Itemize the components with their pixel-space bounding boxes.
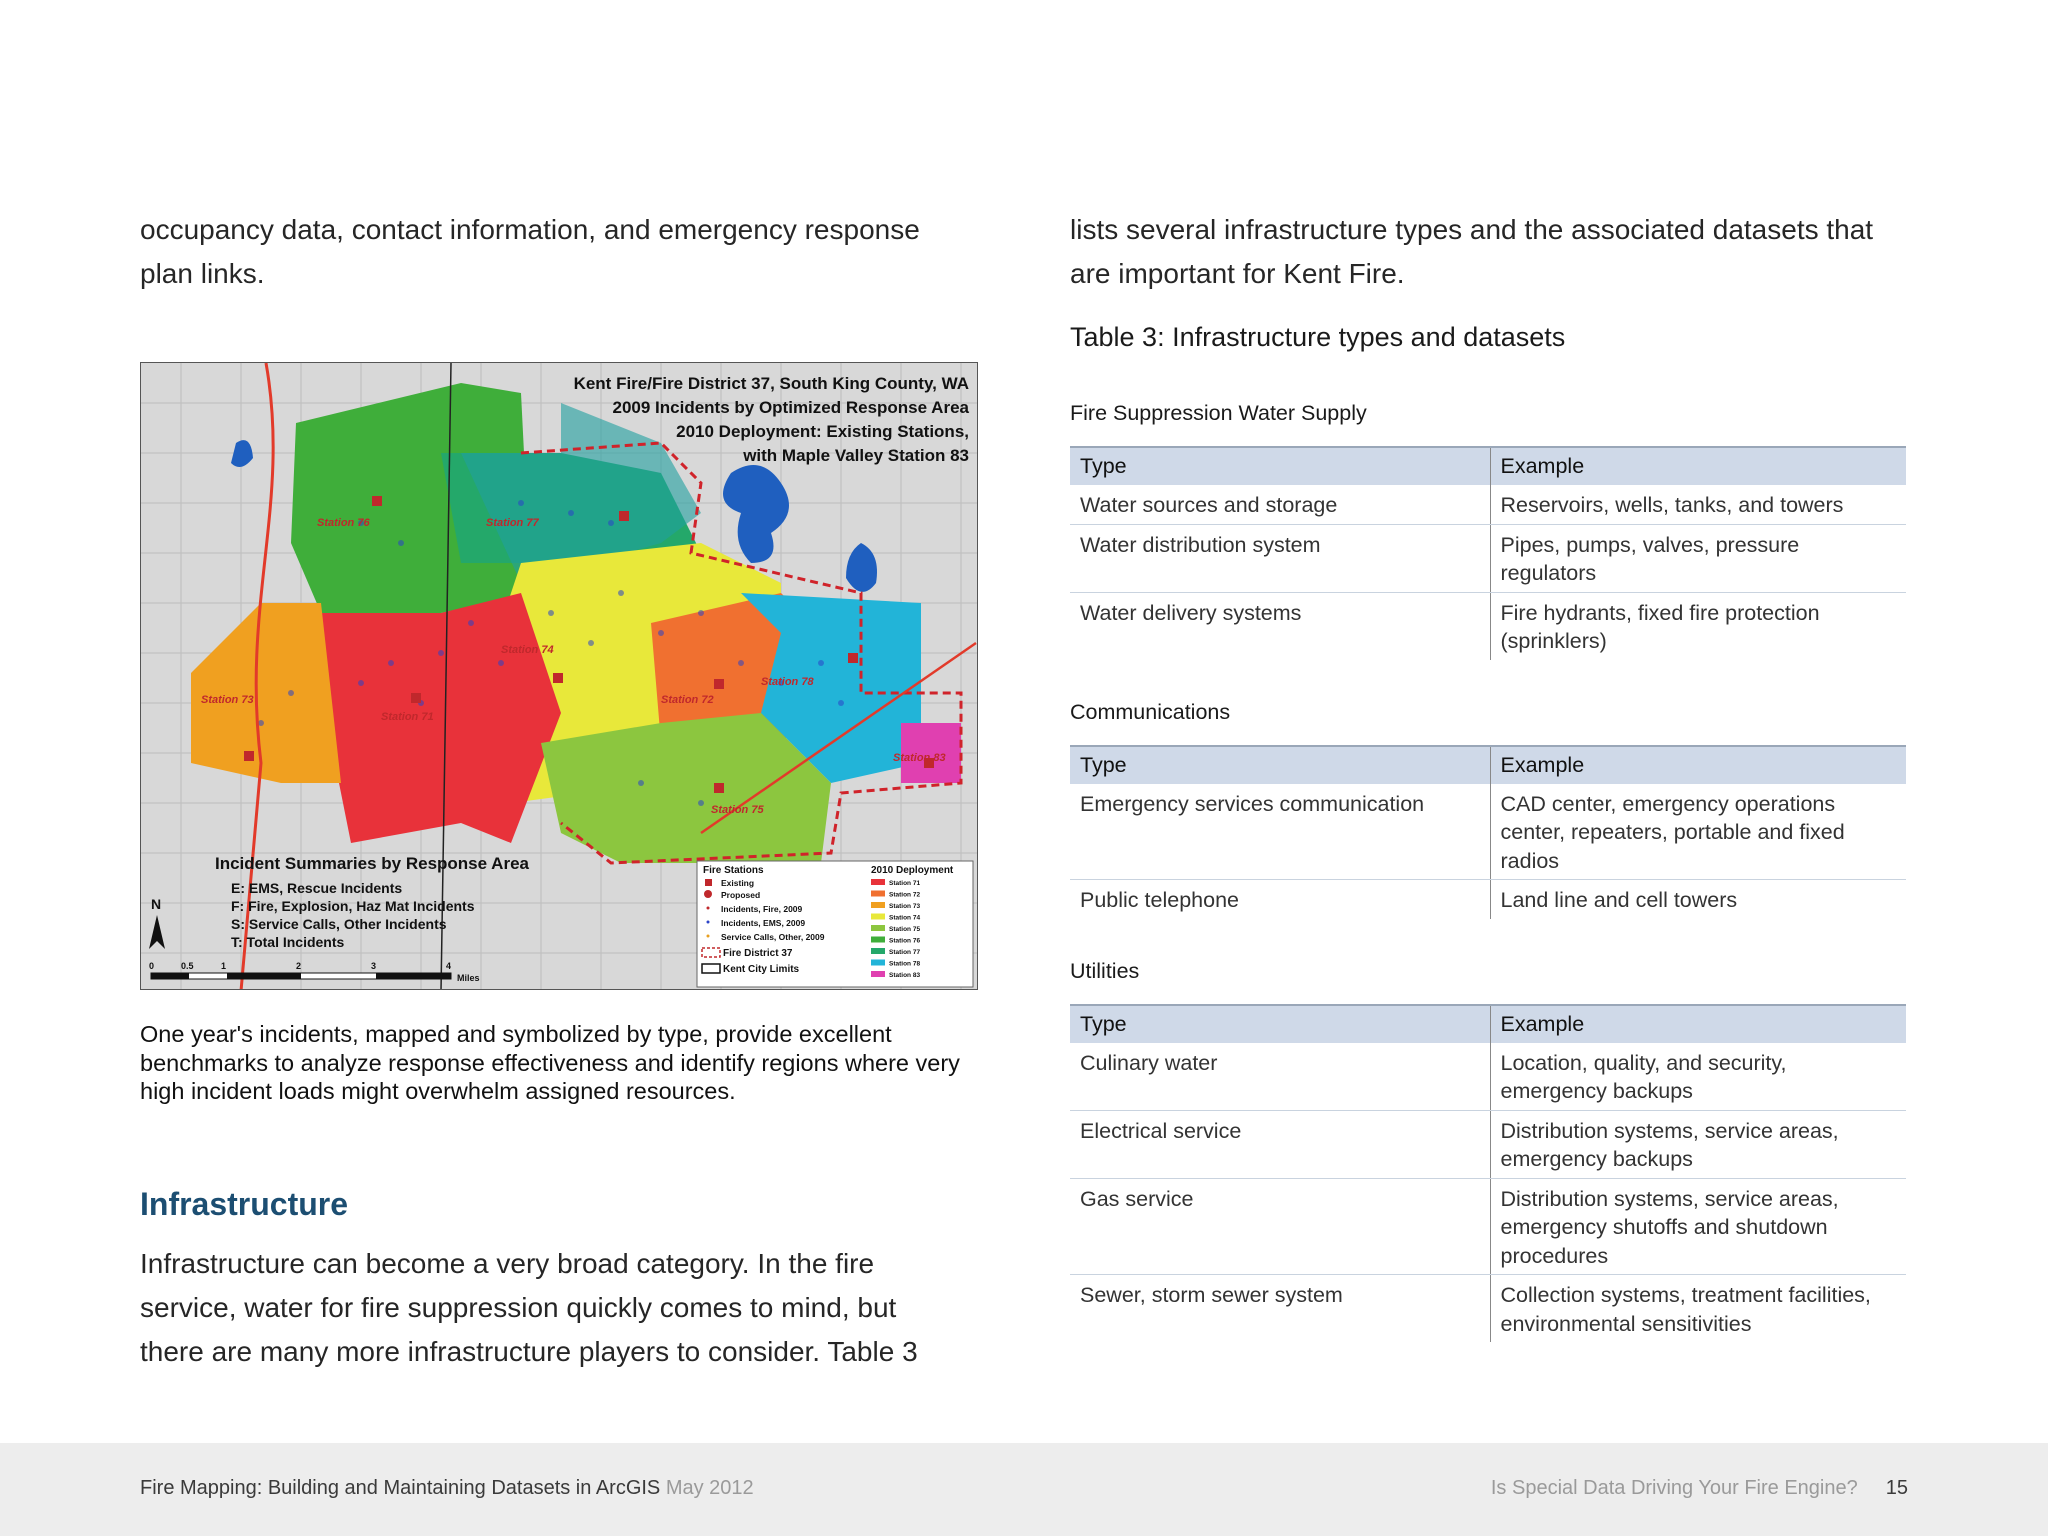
cell-type: Water delivery systems (1070, 592, 1490, 660)
footer-chapter-title: Is Special Data Driving Your Fire Engine? (1490, 1477, 1858, 1499)
svg-text:4: 4 (446, 961, 452, 971)
table-row (1070, 784, 1906, 880)
svg-text:2: 2 (296, 961, 302, 971)
column-header-example: Example (1490, 447, 1906, 485)
deploy-legend-label: Station 76 (889, 937, 921, 945)
station-label: Station 77 (486, 517, 539, 529)
deploy-legend-label: Station 77 (889, 949, 921, 956)
station-label: Station 74 (501, 644, 554, 656)
deploy-legend-swatch (871, 879, 885, 885)
table-row (1070, 1275, 1906, 1343)
map-summary-item: E: EMS, Rescue Incidents (231, 880, 403, 896)
cell-type: Emergency services communication (1070, 784, 1490, 880)
deploy-legend-label: Station 83 (889, 972, 921, 979)
deploy-legend-swatch (871, 902, 885, 908)
deploy-legend-swatch (871, 891, 885, 897)
map-summary-title: Incident Summaries by Response Area (215, 854, 529, 873)
table-row (1070, 524, 1906, 592)
cell-type: Water distribution system (1070, 524, 1490, 592)
station-label: Station 76 (317, 517, 370, 529)
left-column (140, 208, 960, 296)
table-section-title: Communications (1070, 699, 1231, 724)
deploy-legend-swatch (871, 914, 885, 920)
deploy-legend-swatch (871, 937, 885, 943)
svg-text:Fire District 37: Fire District 37 (723, 948, 793, 959)
deploy-legend-swatch (871, 960, 885, 966)
svg-text:Incidents, Fire, 2009: Incidents, Fire, 2009 (721, 904, 803, 914)
cell-example: Distribution systems, service areas, emergency shutoffs and shutdown procedures (1490, 1178, 1906, 1275)
deploy-legend-label: Station 71 (889, 880, 921, 887)
left-intro-text: occupancy data, contact information, and emergency response plan links. (140, 214, 920, 289)
map-summary-item: F: Fire, Explosion, Haz Mat Incidents (231, 898, 475, 914)
svg-text:Fire Stations: Fire Stations (703, 865, 764, 876)
table-row (1070, 1043, 1906, 1111)
svg-text:Kent City Limits: Kent City Limits (723, 964, 800, 975)
infrastructure-table-utilities (1070, 1004, 1906, 1343)
svg-text:Existing: Existing (721, 878, 755, 888)
deploy-legend-swatch (871, 948, 885, 954)
table-row (1070, 485, 1906, 524)
svg-text:0: 0 (149, 961, 155, 971)
table-row (1070, 1178, 1906, 1275)
page-footer (0, 1443, 2048, 1536)
incident-map-figure (140, 362, 978, 990)
deploy-legend-label: Station 75 (889, 926, 921, 933)
cell-type: Culinary water (1070, 1043, 1490, 1111)
deploy-legend-label: Station 73 (889, 903, 921, 910)
svg-text:Service Calls, Other, 2009: Service Calls, Other, 2009 (721, 932, 825, 942)
svg-text:Incidents, EMS, 2009: Incidents, EMS, 2009 (721, 918, 806, 928)
svg-text:Proposed: Proposed (721, 890, 761, 900)
footer-date: May 2012 (665, 1477, 754, 1499)
deploy-legend-swatch (871, 971, 885, 977)
right-column (1070, 208, 1910, 1342)
table-section-title: Fire Suppression Water Supply (1070, 401, 1367, 425)
cell-example: Reservoirs, wells, tanks, and towers (1490, 485, 1906, 524)
table-row (1070, 1110, 1906, 1178)
incident-map (141, 363, 978, 990)
map-caption: One year's incidents, mapped and symbolized by type, provide excellent benchmarks to analyze response effectiveness and identify regions where very high incident loads might overwhelm assigned resources. (140, 1021, 960, 1104)
svg-text:1: 1 (221, 961, 227, 971)
cell-example: Pipes, pumps, valves, pressure regulators (1490, 524, 1906, 592)
column-header-example: Example (1490, 1005, 1906, 1043)
svg-text:2010 Deployment: 2010 Deployment (871, 865, 954, 876)
map-title-line3: 2010 Deployment: Existing Stations, (676, 422, 969, 441)
cell-type: Electrical service (1070, 1110, 1490, 1178)
column-header-type: Type (1070, 746, 1490, 784)
cell-example: Fire hydrants, fixed fire protection (sprinklers) (1500, 600, 1820, 653)
table-title: Table 3: Infrastructure types and datasets (1070, 322, 1566, 352)
map-summary-item: T: Total Incidents (231, 934, 345, 950)
infrastructure-table-communications (1070, 745, 1906, 919)
infrastructure-text: Infrastructure can become a very broad category. In the fire service, water for fire suppression quickly comes to mind, but there are many more infrastructure players to consider. Table 3 (140, 1248, 918, 1367)
infrastructure-table-water (1070, 446, 1906, 660)
cell-example: Land line and cell towers (1500, 888, 1738, 912)
cell-example: CAD center, emergency operations center, repeaters, portable and fixed radios (1490, 784, 1906, 880)
deploy-legend-label: Station 72 (889, 891, 921, 899)
section-heading: Infrastructure (140, 1186, 349, 1222)
map-title-line2: 2009 Incidents by Optimized Response Area (612, 398, 969, 417)
cell-example: Distribution systems, service areas, emergency backups (1490, 1110, 1906, 1178)
page-number: 15 (1885, 1477, 1908, 1499)
station-label: Station 72 (661, 694, 714, 706)
column-header-example: Example (1490, 746, 1906, 784)
station-label: Station 78 (761, 676, 814, 688)
map-legend (697, 861, 973, 987)
station-label: Station 71 (381, 711, 434, 723)
footer-chapter (1491, 1477, 1908, 1500)
column-header-type: Type (1070, 447, 1490, 485)
table-section-title: Utilities (1070, 958, 1140, 983)
cell-example: Location, quality, and security, emergency backups (1490, 1043, 1906, 1111)
deploy-legend-swatch (871, 925, 885, 931)
column-header-type: Type (1070, 1005, 1490, 1043)
svg-text:3: 3 (371, 961, 377, 971)
svg-text:0.5: 0.5 (181, 961, 194, 971)
footer-publication-title: Fire Mapping: Building and Maintaining Datasets in ArcGIS (140, 1477, 661, 1499)
right-intro-text: lists several infrastructure types and the associated datasets that are important for Kent Fire. (1070, 214, 1874, 289)
cell-type: Gas service (1070, 1178, 1490, 1275)
svg-text:N: N (151, 896, 162, 912)
footer-publication (140, 1477, 754, 1500)
map-title-line4: with Maple Valley Station 83 (743, 446, 969, 465)
svg-text:Miles: Miles (457, 973, 480, 983)
deploy-legend-label: Station 74 (889, 914, 921, 922)
table-row (1070, 592, 1906, 660)
station-label: Station 75 (711, 804, 764, 816)
station-label: Station 73 (201, 694, 254, 706)
table-row (1070, 880, 1906, 919)
cell-type: Water sources and storage (1070, 485, 1490, 524)
cell-type: Sewer, storm sewer system (1070, 1275, 1490, 1343)
map-title-line1: Kent Fire/Fire District 37, South King County, WA (573, 374, 969, 393)
map-summary-item: S: Service Calls, Other Incidents (231, 916, 447, 932)
cell-type: Public telephone (1070, 880, 1490, 919)
cell-example: Collection systems, treatment facilities, environmental sensitivities (1500, 1283, 1871, 1336)
station-label: Station 83 (893, 752, 946, 764)
deploy-legend-label: Station 78 (889, 960, 921, 968)
